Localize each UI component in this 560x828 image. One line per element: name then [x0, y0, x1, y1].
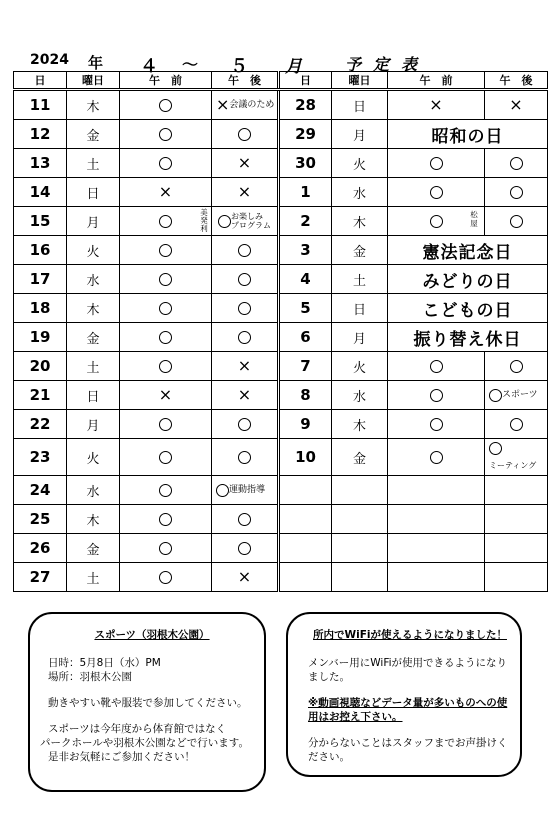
day-cell: 28: [279, 90, 332, 120]
day-cell: 11: [14, 90, 67, 120]
cross-mark: ×: [158, 385, 173, 404]
holiday-cell: 振り替え休日: [388, 323, 548, 352]
circle-mark: [159, 157, 172, 170]
empty-cell: [332, 476, 388, 505]
notice-sports-place: 場所：羽根木公園: [48, 671, 132, 683]
pm-cell: [212, 410, 279, 439]
pm-cell: [212, 505, 279, 534]
pm-note-line1: お楽しみ: [231, 212, 264, 221]
day-cell: 4: [279, 265, 332, 294]
pm-cell: [485, 207, 548, 236]
circle-mark: [430, 418, 443, 431]
pm-note: スポーツ: [502, 390, 538, 400]
weekday-cell: 水: [67, 265, 120, 294]
pm-note: ミーティング: [489, 461, 537, 470]
pm-cell: [212, 476, 279, 505]
weekday-cell: 月: [332, 323, 388, 352]
weekday-cell: 月: [67, 410, 120, 439]
table-row: [14, 294, 548, 323]
circle-mark: [510, 360, 523, 373]
pm-cell: [212, 207, 279, 236]
header-am: 午 前: [388, 72, 485, 90]
am-cell: [388, 352, 485, 381]
day-cell: 25: [14, 505, 67, 534]
weekday-cell: 日: [67, 381, 120, 410]
table-row: [14, 505, 548, 534]
am-cell: [388, 439, 485, 476]
circle-mark: [510, 157, 523, 170]
weekday-cell: 木: [332, 410, 388, 439]
pm-cell: [212, 236, 279, 265]
pm-cell: [212, 352, 279, 381]
day-cell: 2: [279, 207, 332, 236]
day-cell: 12: [14, 120, 67, 149]
weekday-cell: 金: [67, 323, 120, 352]
am-cell: [388, 410, 485, 439]
circle-mark: [430, 360, 443, 373]
circle-mark: [159, 484, 172, 497]
circle-mark: [430, 389, 443, 402]
table-row: [14, 323, 548, 352]
circle-mark: [238, 451, 251, 464]
pm-note-stack: [231, 212, 271, 230]
title-nen: 年: [88, 54, 104, 72]
day-cell: 24: [14, 476, 67, 505]
weekday-cell: 木: [67, 90, 120, 120]
weekday-cell: 木: [332, 207, 388, 236]
notice-sports: [28, 612, 266, 792]
header-weekday: 曜日: [67, 72, 120, 90]
weekday-cell: 水: [332, 381, 388, 410]
pm-cell: [212, 563, 279, 592]
circle-mark: [510, 215, 523, 228]
weekday-cell: 火: [332, 149, 388, 178]
pm-note: 会議のため: [229, 100, 275, 110]
am-note: 松屋: [470, 210, 478, 228]
circle-mark: [238, 128, 251, 141]
pm-cell: [212, 265, 279, 294]
empty-cell: [332, 563, 388, 592]
circle-mark: [159, 273, 172, 286]
notice-sports-body-1: スポーツは今年度から体育館ではなく: [48, 723, 227, 735]
am-cell: [120, 149, 212, 178]
notice-sports-heading: スポーツ（羽根木公園）: [94, 629, 210, 641]
weekday-cell: 金: [67, 120, 120, 149]
am-cell: [120, 178, 212, 207]
circle-mark: [159, 215, 172, 228]
empty-cell: [279, 563, 332, 592]
day-cell: 22: [14, 410, 67, 439]
circle-mark: [238, 513, 251, 526]
weekday-cell: 水: [67, 476, 120, 505]
weekday-cell: 月: [332, 120, 388, 149]
circle-mark: [159, 451, 172, 464]
title-month-end: ５: [230, 56, 248, 77]
circle-mark: [238, 244, 251, 257]
day-cell: 21: [14, 381, 67, 410]
circle-mark: [159, 244, 172, 257]
weekday-cell: 金: [332, 236, 388, 265]
weekday-cell: 土: [67, 149, 120, 178]
pm-cell: [212, 294, 279, 323]
holiday-cell: こどもの日: [388, 294, 548, 323]
pm-cell: [212, 323, 279, 352]
day-cell: 14: [14, 178, 67, 207]
cross-mark: ×: [509, 95, 523, 114]
circle-mark: [238, 302, 251, 315]
weekday-cell: 金: [67, 534, 120, 563]
notice-wifi-heading: 所内でWiFiが使えるようになりました！: [313, 629, 507, 641]
day-cell: 27: [14, 563, 67, 592]
circle-mark: [159, 360, 172, 373]
circle-mark: [430, 186, 443, 199]
day-cell: 9: [279, 410, 332, 439]
day-cell: 8: [279, 381, 332, 410]
am-cell: [120, 476, 212, 505]
cross-mark: ×: [237, 182, 252, 201]
table-row: [14, 381, 548, 410]
table-row: [14, 439, 548, 476]
pm-cell: [212, 381, 279, 410]
holiday-cell: 昭和の日: [388, 120, 548, 149]
cross-mark: ×: [237, 567, 252, 586]
header-day: 日: [14, 72, 67, 90]
table-row: [14, 563, 548, 592]
notice-wifi: [286, 612, 522, 777]
empty-cell: [485, 505, 548, 534]
circle-mark: [238, 331, 251, 344]
empty-cell: [388, 505, 485, 534]
cross-mark: ×: [216, 95, 230, 114]
day-cell: 26: [14, 534, 67, 563]
day-cell: 13: [14, 149, 67, 178]
table-row: [14, 207, 548, 236]
pm-cell: [485, 352, 548, 381]
pm-cell: [212, 439, 279, 476]
am-cell: [120, 410, 212, 439]
weekday-cell: 土: [67, 563, 120, 592]
circle-mark: [216, 484, 229, 497]
title-separator: ～: [182, 55, 199, 74]
weekday-cell: 日: [332, 90, 388, 120]
am-cell: [388, 207, 485, 236]
weekday-cell: 日: [332, 294, 388, 323]
empty-cell: [485, 476, 548, 505]
am-cell: [120, 352, 212, 381]
circle-mark: [218, 215, 231, 228]
weekday-cell: 月: [67, 207, 120, 236]
circle-mark: [159, 513, 172, 526]
circle-mark: [159, 331, 172, 344]
am-cell: [388, 381, 485, 410]
circle-mark: [159, 128, 172, 141]
am-cell: [120, 505, 212, 534]
page-title: [0, 52, 560, 77]
day-cell: 17: [14, 265, 67, 294]
holiday-cell: 憲法記念日: [388, 236, 548, 265]
notice-wifi-warning: ※動画視聴などデータ量が多いものへの使用はお控え下さい。: [308, 697, 508, 723]
table-row: [14, 352, 548, 381]
pm-cell: [485, 439, 548, 476]
pm-cell: [212, 534, 279, 563]
weekday-cell: 火: [67, 236, 120, 265]
circle-mark: [489, 442, 502, 455]
notice-sports-date: 日時：5月8日（水）PM: [48, 657, 161, 669]
am-cell: [388, 178, 485, 207]
pm-cell: [212, 120, 279, 149]
empty-cell: [485, 534, 548, 563]
day-cell: 23: [14, 439, 67, 476]
circle-mark: [159, 418, 172, 431]
am-cell: [120, 207, 212, 236]
day-cell: 7: [279, 352, 332, 381]
table-header-row: [14, 72, 548, 90]
empty-cell: [279, 505, 332, 534]
weekday-cell: 土: [332, 265, 388, 294]
am-cell: [120, 563, 212, 592]
header-pm: 午 後: [485, 72, 548, 90]
weekday-cell: 火: [332, 352, 388, 381]
pm-cell: [212, 149, 279, 178]
circle-mark: [510, 418, 523, 431]
table-row: [14, 120, 548, 149]
am-cell: [120, 381, 212, 410]
day-cell: 20: [14, 352, 67, 381]
pm-cell: [485, 149, 548, 178]
circle-mark: [159, 302, 172, 315]
cross-mark: ×: [158, 182, 173, 201]
day-cell: 3: [279, 236, 332, 265]
pm-cell: [485, 410, 548, 439]
pm-cell: [485, 381, 548, 410]
circle-mark: [238, 418, 251, 431]
table-row: [14, 265, 548, 294]
circle-mark: [159, 542, 172, 555]
header-day: 日: [279, 72, 332, 90]
am-cell: [120, 236, 212, 265]
notice-sports-body-2: パークホールや羽根木公園などで行います。: [40, 737, 249, 749]
circle-mark: [510, 186, 523, 199]
day-cell: 15: [14, 207, 67, 236]
title-month-start: ４: [140, 56, 158, 77]
am-cell: [388, 149, 485, 178]
am-cell: [120, 439, 212, 476]
empty-cell: [279, 534, 332, 563]
day-cell: 6: [279, 323, 332, 352]
table-row: [14, 178, 548, 207]
header-weekday: 曜日: [332, 72, 388, 90]
am-cell: [120, 534, 212, 563]
weekday-cell: 日: [67, 178, 120, 207]
circle-mark: [430, 157, 443, 170]
table-row: [14, 236, 548, 265]
circle-mark: [159, 571, 172, 584]
weekday-cell: 水: [332, 178, 388, 207]
weekday-cell: 金: [332, 439, 388, 476]
notice-wifi-body-1: メンバー用にWiFiが使用できるようになりました。: [308, 657, 508, 683]
schedule-table: [13, 71, 548, 592]
cross-mark: ×: [429, 95, 443, 114]
day-cell: 10: [279, 439, 332, 476]
pm-note-line2: プログラム: [231, 221, 271, 230]
circle-mark: [430, 215, 443, 228]
circle-mark: [430, 451, 443, 464]
am-cell: [120, 294, 212, 323]
title-schedule: 予定表: [345, 55, 430, 74]
weekday-cell: 木: [67, 294, 120, 323]
circle-mark: [489, 389, 502, 402]
notice-sports-body-3: 是非お気軽にご参加ください！: [48, 751, 195, 763]
am-cell: [120, 120, 212, 149]
day-cell: 19: [14, 323, 67, 352]
table-row: [14, 476, 548, 505]
title-gatsu: 月: [285, 57, 302, 77]
pm-cell: [212, 178, 279, 207]
am-cell: [120, 323, 212, 352]
am-cell: [120, 265, 212, 294]
circle-mark: [238, 542, 251, 555]
cross-mark: ×: [237, 153, 252, 172]
empty-cell: [388, 563, 485, 592]
holiday-cell: みどりの日: [388, 265, 548, 294]
notice-wifi-body-2: 分からないことはスタッフまでお声掛けください。: [308, 737, 508, 763]
table-row: [14, 149, 548, 178]
title-year: 2024: [30, 52, 69, 68]
day-cell: 5: [279, 294, 332, 323]
day-cell: 16: [14, 236, 67, 265]
weekday-cell: 火: [67, 439, 120, 476]
notice-sports-clothing: 動きやすい靴や服装で参加してください。: [48, 697, 248, 709]
empty-cell: [332, 505, 388, 534]
day-cell: 1: [279, 178, 332, 207]
header-pm: 午 後: [212, 72, 279, 90]
circle-mark: [159, 99, 172, 112]
day-cell: 29: [279, 120, 332, 149]
pm-cell: [485, 178, 548, 207]
weekday-cell: 木: [67, 505, 120, 534]
day-cell: 18: [14, 294, 67, 323]
header-am: 午 前: [120, 72, 212, 90]
cross-mark: ×: [237, 356, 252, 375]
empty-cell: [332, 534, 388, 563]
empty-cell: [388, 534, 485, 563]
am-note: 美発利: [200, 208, 208, 233]
table-row: [14, 90, 548, 120]
table-row: [14, 410, 548, 439]
weekday-cell: 土: [67, 352, 120, 381]
cross-mark: ×: [237, 385, 252, 404]
am-cell: [120, 90, 212, 120]
empty-cell: [485, 563, 548, 592]
pm-note: 運動指導: [229, 485, 266, 495]
am-cell: [388, 90, 485, 120]
circle-mark: [238, 273, 251, 286]
day-cell: 30: [279, 149, 332, 178]
table-row: [14, 534, 548, 563]
pm-cell: [485, 90, 548, 120]
empty-cell: [388, 476, 485, 505]
pm-cell: [212, 90, 279, 120]
empty-cell: [279, 476, 332, 505]
